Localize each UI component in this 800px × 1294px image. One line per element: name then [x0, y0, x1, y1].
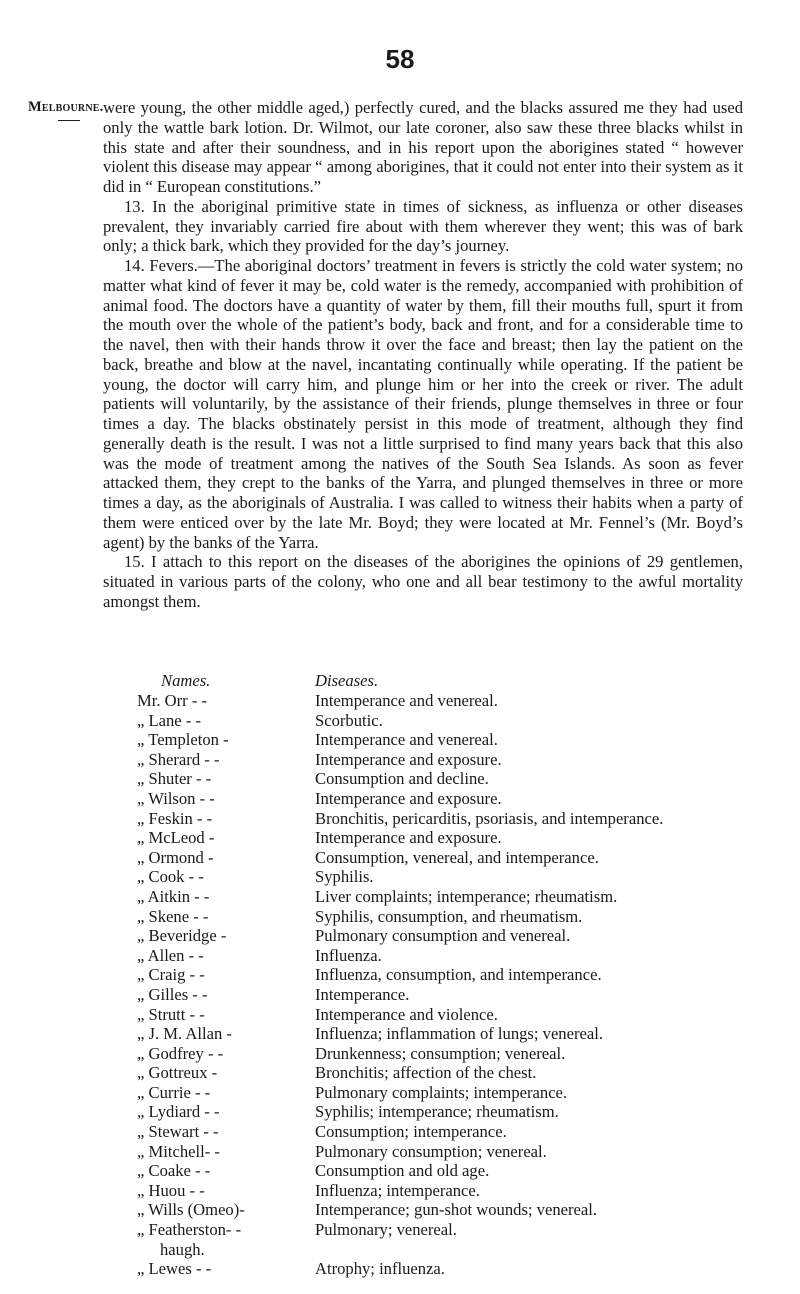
row-name	[137, 789, 315, 809]
row-disease: Bronchitis, pericarditis, psoriasis, and intemperance.	[315, 808, 664, 828]
names-diseases-table	[137, 671, 777, 1279]
table-row	[137, 1200, 777, 1220]
row-name-text: „ Lane - -	[137, 710, 202, 730]
row-name	[137, 1044, 315, 1064]
row-name-text: „ Godfrey - -	[137, 1043, 224, 1063]
table-row	[137, 828, 777, 848]
row-disease: Intemperance.	[315, 984, 410, 1004]
table-row	[137, 985, 777, 1005]
row-disease: Syphilis, consumption, and rheumatism.	[315, 906, 583, 926]
row-name	[137, 1005, 315, 1025]
table-row	[137, 907, 777, 927]
paragraph-continuation: were young, the other middle aged,) perfectly cured, and the blacks assured me they had used only the wattle bark lotion. Dr. Wilmot, our late coroner, also saw these three blacks whilst in this state and after their soundness, and in his report upon the aborigines stated “ however violent this disease may appear “ among aborigines, that it could not enter into their system as it did in “ European constitutions.”	[103, 98, 743, 196]
row-name	[137, 1024, 315, 1044]
row-name	[137, 1063, 315, 1083]
row-name-text: „ Shuter - -	[137, 769, 212, 789]
row-name-text: „ Craig - -	[137, 965, 205, 985]
row-disease: Scorbutic.	[315, 710, 383, 730]
row-name-text: „ Gottreux -	[137, 1063, 218, 1083]
row-disease: Bronchitis; affection of the chest.	[315, 1063, 537, 1083]
row-name-text: „ Aitkin - -	[137, 886, 210, 906]
row-name	[137, 750, 315, 770]
row-name	[137, 828, 315, 848]
row-name	[137, 1220, 315, 1259]
row-disease: Intemperance; gun-shot wounds; venereal.	[315, 1200, 597, 1220]
row-name	[137, 887, 315, 907]
table-row	[137, 1259, 777, 1279]
paragraph-15: 15. I attach to this report on the diseases of the aborigines the opinions of 29 gentlemen, situated in various parts of the colony, who one and all bear testimony to the awful mortality amongst them.	[103, 552, 743, 611]
table-row	[137, 848, 777, 868]
row-disease: Syphilis.	[315, 867, 374, 887]
table-row	[137, 1220, 777, 1259]
table-row	[137, 1181, 777, 1201]
table-row	[137, 1063, 777, 1083]
row-name-text: „ Coake - -	[137, 1161, 211, 1181]
row-name	[137, 848, 315, 868]
table-row	[137, 1161, 777, 1181]
row-name	[137, 1083, 315, 1103]
margin-dash	[58, 120, 80, 121]
table-row	[137, 887, 777, 907]
row-disease: Influenza, consumption, and intemperance.	[315, 965, 602, 985]
row-disease: Influenza.	[315, 945, 382, 965]
row-disease: Pulmonary complaints; intemperance.	[315, 1082, 568, 1102]
row-name-text: „ Feskin - -	[137, 808, 213, 828]
table-row	[137, 965, 777, 985]
table-row	[137, 867, 777, 887]
row-name-text: „ Sherard - -	[137, 749, 220, 769]
row-name-text: „ Featherston- -	[137, 1220, 242, 1240]
row-name-text: „ Skene - -	[137, 906, 209, 926]
row-name	[137, 1161, 315, 1181]
row-name-text: „ McLeod -	[137, 828, 215, 848]
table-row	[137, 1083, 777, 1103]
row-name	[137, 985, 315, 1005]
table-row	[137, 1102, 777, 1122]
paragraph-14: 14. Fevers.—The aboriginal doctors’ treatment in fevers is strictly the cold water system; no matter what kind of fever it may be, cold water is the remedy, accompanied with prohibition of animal food. The doctors have a quantity of water by them, fill their mouths full, spurt it from the mouth over the whole of the patient’s body, back and front, and for a considerable time to the navel, then with their hands throw it over the face and breast; then lay the patient on the back, breathe and blow at the navel, incantating continually while operating. If the patient be young, the doctor will carry him, and plunge him or her into the creek or river. The adult patients will voluntarily, by the assistance of their friends, plunge themselves in three or four times a day. The blacks obstinately persist in this mode of treatment, although they find generally death is the result. I was not a little surprised to find many years back that this also was the mode of treatment among the natives of the South Sea Islands. As soon as fever attacked them, they crept to the banks of the Yarra, and plunged themselves in three or more times a day, as the aboriginals of Australia. I was called to witness their habits when a party of them were enticed over by the late Mr. Boyd; they were located at Mr. Fennel’s (Mr. Boyd’s agent) by the banks of the Yarra.	[103, 256, 743, 552]
table-row	[137, 789, 777, 809]
table-row	[137, 1024, 777, 1044]
table-row	[137, 1142, 777, 1162]
row-name-text: „ Beveridge -	[137, 926, 227, 946]
row-name-text: „ Cook - -	[137, 867, 204, 887]
table-row	[137, 946, 777, 966]
row-disease: Pulmonary consumption; venereal.	[315, 1141, 547, 1161]
row-disease: Intemperance and exposure.	[315, 788, 502, 808]
table-body	[137, 691, 777, 1279]
table-row	[137, 750, 777, 770]
table-row	[137, 730, 777, 750]
page-number: 58	[385, 44, 415, 74]
row-name-text: „ Wills (Omeo)-	[137, 1200, 245, 1220]
table-row	[137, 1122, 777, 1142]
row-disease: Influenza; intemperance.	[315, 1180, 480, 1200]
row-name	[137, 730, 315, 750]
row-name-continuation: haugh.	[160, 1239, 205, 1259]
table-row	[137, 809, 777, 829]
row-name	[137, 769, 315, 789]
row-disease: Pulmonary consumption and venereal.	[315, 926, 571, 946]
row-name-text: „ Templeton -	[137, 730, 229, 750]
row-name	[137, 691, 315, 711]
row-name	[137, 1259, 315, 1279]
table-row	[137, 1044, 777, 1064]
row-disease: Intemperance and exposure.	[315, 749, 502, 769]
row-name-text: „ Lewes - -	[137, 1259, 212, 1279]
row-disease: Intemperance and venereal.	[315, 691, 498, 710]
row-disease: Consumption and old age.	[315, 1161, 490, 1181]
table-row	[137, 1005, 777, 1025]
row-disease: Syphilis; intemperance; rheumatism.	[315, 1102, 559, 1122]
row-name-text: „ Currie - -	[137, 1082, 211, 1102]
table-header	[137, 671, 777, 691]
row-disease: Influenza; inflammation of lungs; venereal.	[315, 1024, 603, 1044]
paragraph-13: 13. In the aboriginal primitive state in times of sickness, as influenza or other diseases prevalent, they invariably carried fire about with them wherever they went; this was of bark only; a thick bark, which they provided for the day’s journey.	[103, 196, 743, 256]
table-row	[137, 691, 777, 711]
table-row	[137, 769, 777, 789]
header-diseases: Diseases.	[315, 671, 379, 690]
row-name	[137, 867, 315, 887]
row-name	[137, 926, 315, 946]
row-disease: Pulmonary; venereal.	[315, 1220, 457, 1240]
row-disease: Intemperance and venereal.	[315, 730, 498, 750]
row-name	[137, 1102, 315, 1122]
row-name	[137, 965, 315, 985]
margin-note: Melbourne.	[28, 99, 104, 115]
row-name	[137, 946, 315, 966]
row-disease: Intemperance and exposure.	[315, 828, 502, 848]
header-names: Names.	[161, 671, 211, 690]
row-disease: Consumption, venereal, and intemperance.	[315, 847, 599, 867]
row-name-text: „ Huou - -	[137, 1180, 205, 1200]
row-name	[137, 1122, 315, 1142]
row-disease: Drunkenness; consumption; venereal.	[315, 1043, 566, 1063]
row-name	[137, 907, 315, 927]
row-disease: Liver complaints; intemperance; rheumatism.	[315, 886, 618, 906]
row-name-text: „ Lydiard - -	[137, 1102, 220, 1122]
row-name	[137, 711, 315, 731]
row-name-text: Mr. Orr - -	[137, 691, 208, 710]
row-name	[137, 1181, 315, 1201]
row-name	[137, 1142, 315, 1162]
row-name-text: „ Strutt - -	[137, 1004, 205, 1024]
table-row	[137, 926, 777, 946]
row-disease: Intemperance and violence.	[315, 1004, 498, 1024]
row-name-text: „ Ormond -	[137, 847, 214, 867]
row-name-text: „ Mitchell- -	[137, 1141, 220, 1161]
table-row	[137, 711, 777, 731]
row-disease: Consumption and decline.	[315, 769, 489, 789]
row-name-text: „ Stewart - -	[137, 1122, 219, 1142]
row-disease: Atrophy; influenza.	[315, 1259, 445, 1279]
body-text	[103, 98, 743, 612]
row-name-text: „ Wilson - -	[137, 788, 215, 808]
row-name-text: „ J. M. Allan -	[137, 1024, 232, 1044]
row-name	[137, 809, 315, 829]
row-name-text: „ Gilles - -	[137, 984, 208, 1004]
row-disease: Consumption; intemperance.	[315, 1122, 507, 1142]
row-name	[137, 1200, 315, 1220]
row-name-text: „ Allen - -	[137, 945, 204, 965]
